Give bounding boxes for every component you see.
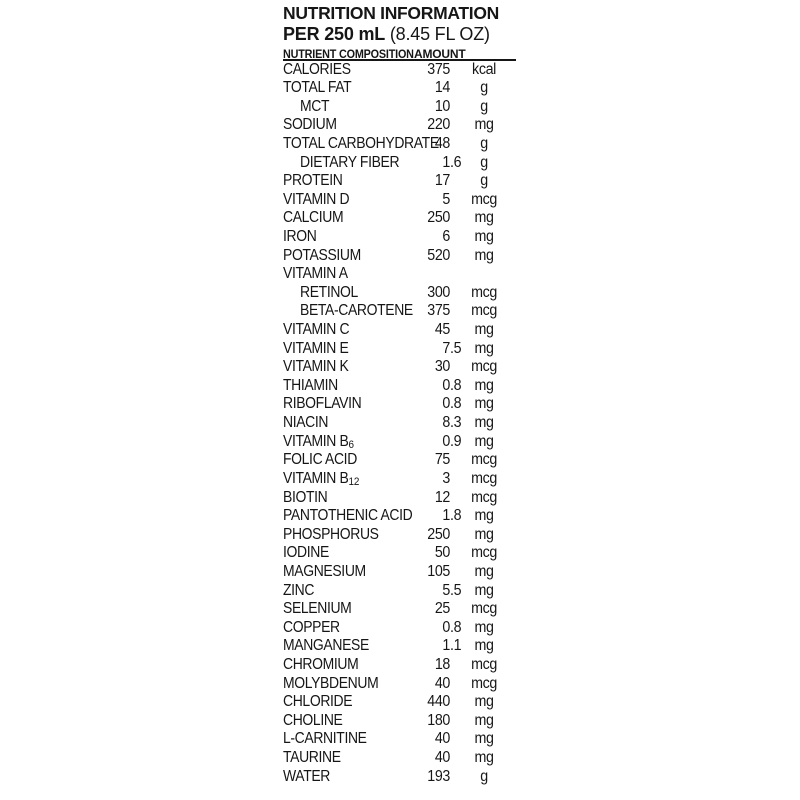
nutrient-label: IRON	[283, 227, 317, 245]
nutrition-label	[283, 0, 517, 800]
amount-unit: mg	[474, 321, 494, 339]
table-row	[283, 340, 516, 359]
amount-unit: mg	[474, 711, 494, 729]
table-row	[283, 675, 516, 694]
amount-decimal: .1	[450, 637, 462, 655]
table-row	[283, 247, 516, 266]
nutrient-label: NIACIN	[283, 414, 329, 432]
nutrient-label: DIETARY FIBER	[300, 153, 400, 171]
table-row	[283, 600, 516, 619]
amount-value: 45	[434, 321, 450, 339]
amount-value: 18	[434, 656, 450, 673]
table-row	[283, 191, 516, 210]
table-row	[283, 582, 516, 601]
amount-unit: mg	[474, 637, 494, 655]
nutrient-label: VITAMIN A	[283, 265, 348, 283]
table-row	[283, 209, 516, 228]
amount-value: 5	[442, 581, 450, 599]
amount-unit: mg	[474, 246, 494, 264]
nutrient-label: PHOSPHORUS	[283, 525, 379, 543]
amount-value: 0	[442, 618, 450, 636]
table-row	[283, 154, 516, 173]
amount-value: 1	[442, 153, 450, 171]
amount-value: 17	[434, 172, 450, 190]
table-row	[283, 414, 516, 433]
amount-unit: mg	[474, 618, 494, 636]
table-row	[283, 768, 516, 787]
table-row	[283, 451, 516, 470]
nutrient-label: POTASSIUM	[283, 246, 361, 264]
table-row	[283, 79, 516, 98]
amount-value: 6	[442, 227, 450, 245]
nutrient-label: VITAMIN E	[283, 339, 349, 357]
table-row	[283, 489, 516, 508]
nutrient-label: RETINOL	[300, 283, 358, 301]
table-row	[283, 172, 516, 191]
amount-unit: kcal	[472, 60, 496, 78]
table-row	[283, 377, 516, 396]
table-row	[283, 712, 516, 731]
table-row	[283, 637, 516, 656]
nutrient-label: TAURINE	[283, 749, 341, 767]
amount-value: 40	[434, 730, 450, 748]
nutrient-label: PANTOTHENIC ACID	[283, 507, 413, 525]
amount-decimal: .9	[450, 432, 462, 450]
nutrient-label: L-CARNITINE	[283, 730, 367, 748]
amount-value: 40	[434, 674, 450, 692]
amount-value: 520	[427, 246, 450, 264]
table-row	[283, 358, 516, 377]
table-row	[283, 730, 516, 749]
nutrient-label: VITAMIN D	[283, 190, 350, 208]
amount-unit: mcg	[471, 451, 497, 469]
nutrient-label: PROTEIN	[283, 172, 343, 190]
amount-unit: g	[480, 134, 488, 152]
amount-value: 25	[434, 600, 450, 618]
amount-value: 5	[442, 190, 450, 208]
table-row	[283, 116, 516, 135]
amount-unit: mg	[474, 581, 494, 599]
nutrient-label: MAGNESIUM	[283, 562, 366, 580]
nutrient-label: IODINE	[283, 544, 329, 562]
serving-size	[283, 24, 490, 45]
amount-value: 75	[434, 451, 450, 469]
column-header-nutrient: NUTRIENT COMPOSITION	[283, 47, 414, 61]
table-row	[283, 693, 516, 712]
table-row	[283, 656, 516, 675]
nutrient-label: VITAMIN B12	[283, 469, 360, 488]
amount-unit: mcg	[471, 469, 497, 487]
amount-value: 105	[427, 562, 450, 580]
nutrient-label: ZINC	[283, 581, 315, 599]
amount-unit: mg	[474, 693, 494, 711]
column-header-amount: AMOUNT	[414, 47, 466, 61]
amount-unit: mg	[474, 730, 494, 748]
amount-value: 250	[427, 525, 450, 543]
amount-value: 7	[442, 339, 450, 357]
table-row	[283, 135, 516, 154]
amount-unit: mg	[474, 414, 494, 432]
table-row	[283, 284, 516, 303]
nutrient-label: MOLYBDENUM	[283, 674, 379, 692]
amount-value: 0	[442, 376, 450, 394]
table-row	[283, 470, 516, 489]
amount-decimal: .8	[450, 376, 462, 394]
amount-unit: g	[480, 79, 488, 97]
serving-size-floz: (8.45 FL OZ)	[385, 24, 490, 44]
amount-value: 180	[427, 711, 450, 729]
amount-value: 375	[427, 60, 450, 78]
nutrient-label: TOTAL CARBOHYDRATE	[283, 134, 439, 152]
amount-unit: g	[480, 172, 488, 190]
table-row	[283, 749, 516, 768]
nutrient-label: MANGANESE	[283, 637, 369, 655]
nutrient-label: MCT	[300, 97, 330, 115]
amount-value: 250	[427, 209, 450, 227]
amount-value: 48	[434, 134, 450, 152]
nutrient-label: SODIUM	[283, 116, 337, 134]
amount-unit: mcg	[471, 358, 497, 376]
amount-decimal: .5	[450, 581, 462, 599]
amount-value: 8	[442, 414, 450, 432]
nutrient-table-body	[283, 61, 516, 787]
amount-value: 0	[442, 395, 450, 413]
amount-unit: mg	[474, 507, 494, 525]
amount-unit: mcg	[471, 656, 497, 673]
nutrient-label: VITAMIN B6	[283, 432, 354, 451]
amount-value: 40	[434, 749, 450, 767]
table-row	[283, 433, 516, 452]
nutrient-label: BETA-CAROTENE	[300, 302, 413, 320]
amount-unit: mg	[474, 525, 494, 543]
amount-value: 14	[434, 79, 450, 97]
amount-unit: mcg	[471, 674, 497, 692]
table-row	[283, 265, 516, 284]
nutrient-label: WATER	[283, 767, 331, 785]
nutrient-label: TOTAL FAT	[283, 79, 352, 97]
amount-decimal: .6	[450, 153, 462, 171]
amount-value: 10	[434, 97, 450, 115]
amount-value: 1	[442, 507, 450, 525]
amount-value: 0	[442, 432, 450, 450]
nutrient-label: FOLIC ACID	[283, 451, 357, 469]
amount-value: 220	[427, 116, 450, 134]
amount-value: 440	[427, 693, 450, 711]
amount-value: 3	[442, 469, 450, 487]
table-row	[283, 563, 516, 582]
amount-unit: mcg	[471, 190, 497, 208]
table-row	[283, 526, 516, 545]
amount-unit: g	[480, 97, 488, 115]
table-row	[283, 507, 516, 526]
nutrient-label: BIOTIN	[283, 488, 328, 506]
amount-unit: g	[480, 767, 488, 785]
nutrient-label: VITAMIN K	[283, 358, 349, 376]
amount-unit: mg	[474, 562, 494, 580]
amount-decimal: .8	[450, 618, 462, 636]
nutrient-label: CHROMIUM	[283, 656, 359, 673]
amount-unit: mcg	[471, 488, 497, 506]
table-row	[283, 228, 516, 247]
table-row	[283, 61, 516, 80]
nutrient-label: CHLORIDE	[283, 693, 353, 711]
amount-unit: mg	[474, 339, 494, 357]
amount-unit: mcg	[471, 302, 497, 320]
nutrient-label: CHOLINE	[283, 711, 343, 729]
amount-unit: mcg	[471, 283, 497, 301]
table-row	[283, 395, 516, 414]
amount-unit: mg	[474, 227, 494, 245]
amount-unit: mg	[474, 209, 494, 227]
serving-size-volume: PER 250 mL	[283, 24, 386, 44]
amount-unit: mcg	[471, 600, 497, 618]
amount-value: 50	[434, 544, 450, 562]
amount-value: 12	[434, 488, 450, 506]
amount-unit: mg	[474, 395, 494, 413]
nutrient-label-subscript: 12	[348, 475, 360, 488]
table-row	[283, 321, 516, 340]
amount-decimal: .8	[450, 507, 462, 525]
table-row	[283, 619, 516, 638]
amount-unit: mg	[474, 116, 494, 134]
table-row	[283, 302, 516, 321]
nutrient-label: COPPER	[283, 618, 340, 636]
amount-value: 30	[434, 358, 450, 376]
amount-unit: mg	[474, 376, 494, 394]
amount-unit: mg	[474, 749, 494, 767]
table-row	[283, 98, 516, 117]
amount-decimal: .5	[450, 339, 462, 357]
nutrient-label: RIBOFLAVIN	[283, 395, 362, 413]
amount-unit: mg	[474, 432, 494, 450]
nutrient-label: THIAMIN	[283, 376, 338, 394]
amount-unit: mcg	[471, 544, 497, 562]
amount-value: 1	[442, 637, 450, 655]
nutrient-label: SELENIUM	[283, 600, 352, 618]
amount-decimal: .8	[450, 395, 462, 413]
amount-value: 300	[427, 283, 450, 301]
table-row	[283, 544, 516, 563]
nutrient-label-subscript: 6	[348, 438, 354, 451]
amount-decimal: .3	[450, 414, 462, 432]
nutrient-label: CALORIES	[283, 60, 351, 78]
nutrient-label: CALCIUM	[283, 209, 344, 227]
amount-value: 375	[427, 302, 450, 320]
amount-unit: g	[480, 153, 488, 171]
nutrition-title: NUTRITION INFORMATION	[283, 3, 499, 23]
amount-value: 193	[427, 767, 450, 785]
nutrient-label: VITAMIN C	[283, 321, 350, 339]
